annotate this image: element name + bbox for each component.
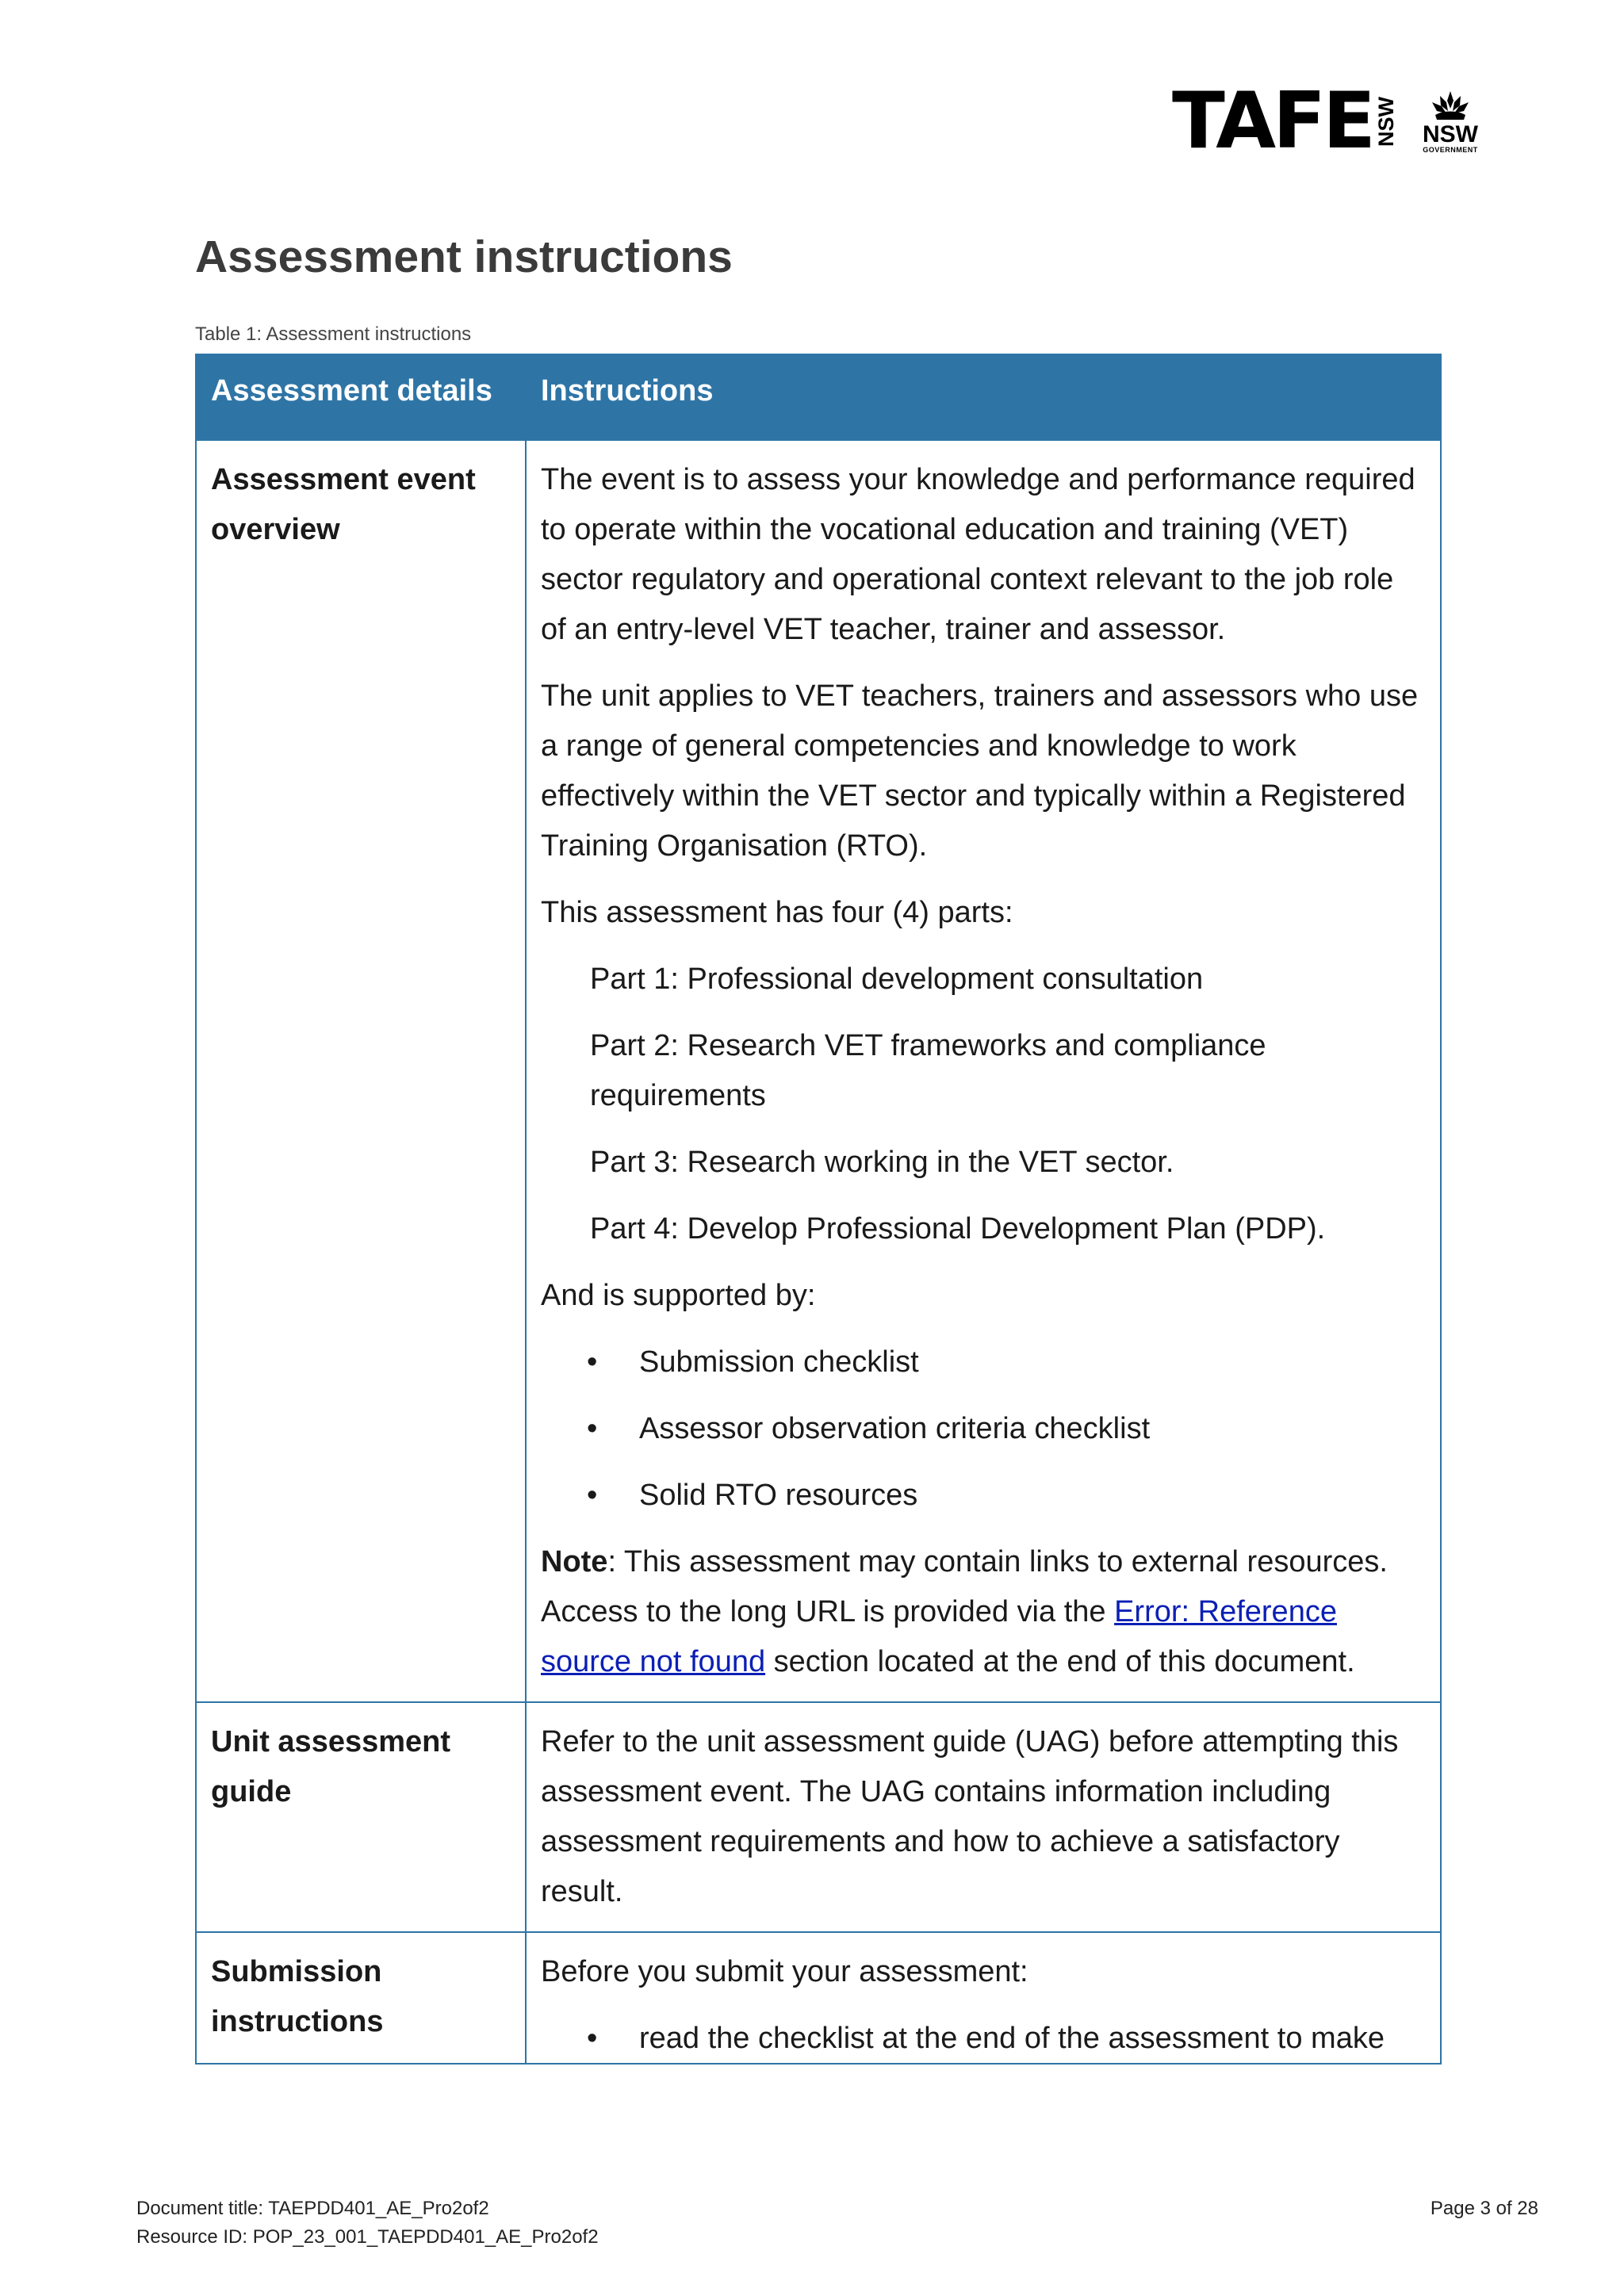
footer-resource-id: Resource ID: POP_23_001_TAEPDD401_AE_Pro2of2	[136, 2226, 599, 2248]
list-item: • Assessor observation criteria checklist	[541, 1404, 1426, 1454]
footer-page-number: Page 3 of 28	[1430, 2198, 1538, 2219]
note-label: Note	[541, 1545, 608, 1578]
list-item: • read the checklist at the end of the assessment to make	[541, 2014, 1426, 2063]
note-paragraph	[541, 1537, 1426, 1687]
table-row-overview	[196, 440, 1441, 1702]
table-row-uag	[196, 1702, 1441, 1932]
part-item: Part 4: Develop Professional Development Plan (PDP).	[590, 1212, 1326, 1246]
footer-document-info	[136, 2195, 599, 2252]
logo-nsw-vertical-text: NSW	[1373, 96, 1398, 147]
supported-list	[541, 1337, 1426, 1521]
uag-label: Unit assessment guide	[196, 1702, 526, 1932]
header-instructions: Instructions	[526, 354, 1441, 440]
list-item: • Solid RTO resources	[541, 1471, 1426, 1521]
nsw-government-logo	[1423, 90, 1478, 154]
list-item: • Submission checklist	[541, 1337, 1426, 1387]
table-header-row	[196, 354, 1441, 440]
overview-content	[526, 440, 1441, 1702]
overview-paragraph-1: The event is to assess your knowledge and performance required to operate within the vocational education and training (VET) sector regulatory and operational context relevant to the job role of an entry-level VET teacher, trainer and assessor.	[541, 463, 1415, 646]
submission-content	[526, 1932, 1441, 2064]
tafe-nsw-logo	[1172, 76, 1478, 166]
footer-document-title: Document title: TAEPDD401_AE_Pro2of2	[136, 2198, 489, 2219]
note-text-1: : This assessment may contain links to external resources. Access to the long URL is provided via the	[541, 1545, 1388, 1628]
submission-intro: Before you submit your assessment:	[541, 1955, 1028, 1988]
parts-intro: This assessment has four (4) parts:	[541, 896, 1013, 929]
table-row-submission	[196, 1932, 1441, 2064]
header-assessment-details: Assessment details	[196, 354, 526, 440]
submission-label	[196, 1932, 526, 2064]
logo-government-text: GOVERNMENT	[1423, 145, 1478, 154]
submission-clip	[541, 1947, 1426, 2063]
part-item: Part 3: Research working in the VET sector.	[590, 1146, 1174, 1179]
overview-label: Assessment event overview	[196, 440, 526, 1702]
part-item: Part 2: Research VET frameworks and compliance requirements	[590, 1029, 1266, 1112]
logo-nsw-text: NSW	[1422, 121, 1478, 147]
note-text-2: section located at the end of this document.	[765, 1645, 1355, 1678]
table-caption: Table 1: Assessment instructions	[195, 323, 472, 345]
uag-content	[526, 1702, 1441, 1932]
page-title: Assessment instructions	[195, 232, 733, 282]
overview-paragraph-2: The unit applies to VET teachers, trainers and assessors who use a range of general competencies and knowledge to work effectively within the VET sector and typically within a Registered Training Organisation (RTO).	[541, 679, 1419, 863]
submission-label-text: Submission instructions	[211, 1955, 384, 2038]
assessment-instructions-table	[195, 354, 1442, 2064]
uag-paragraph: Refer to the unit assessment guide (UAG) before attempting this assessment event. The UAG contains information including assessment requirements and how to achieve a satisfactory result.	[541, 1725, 1399, 1908]
logo-tafe-text: TAFE	[1172, 76, 1373, 166]
submission-list	[541, 2014, 1426, 2063]
waratah-icon	[1429, 90, 1472, 121]
supported-intro: And is supported by:	[541, 1279, 816, 1312]
part-item: Part 1: Professional development consultation	[590, 962, 1204, 996]
reference-link[interactable]: Error: Reference source not found	[541, 1595, 1337, 1678]
